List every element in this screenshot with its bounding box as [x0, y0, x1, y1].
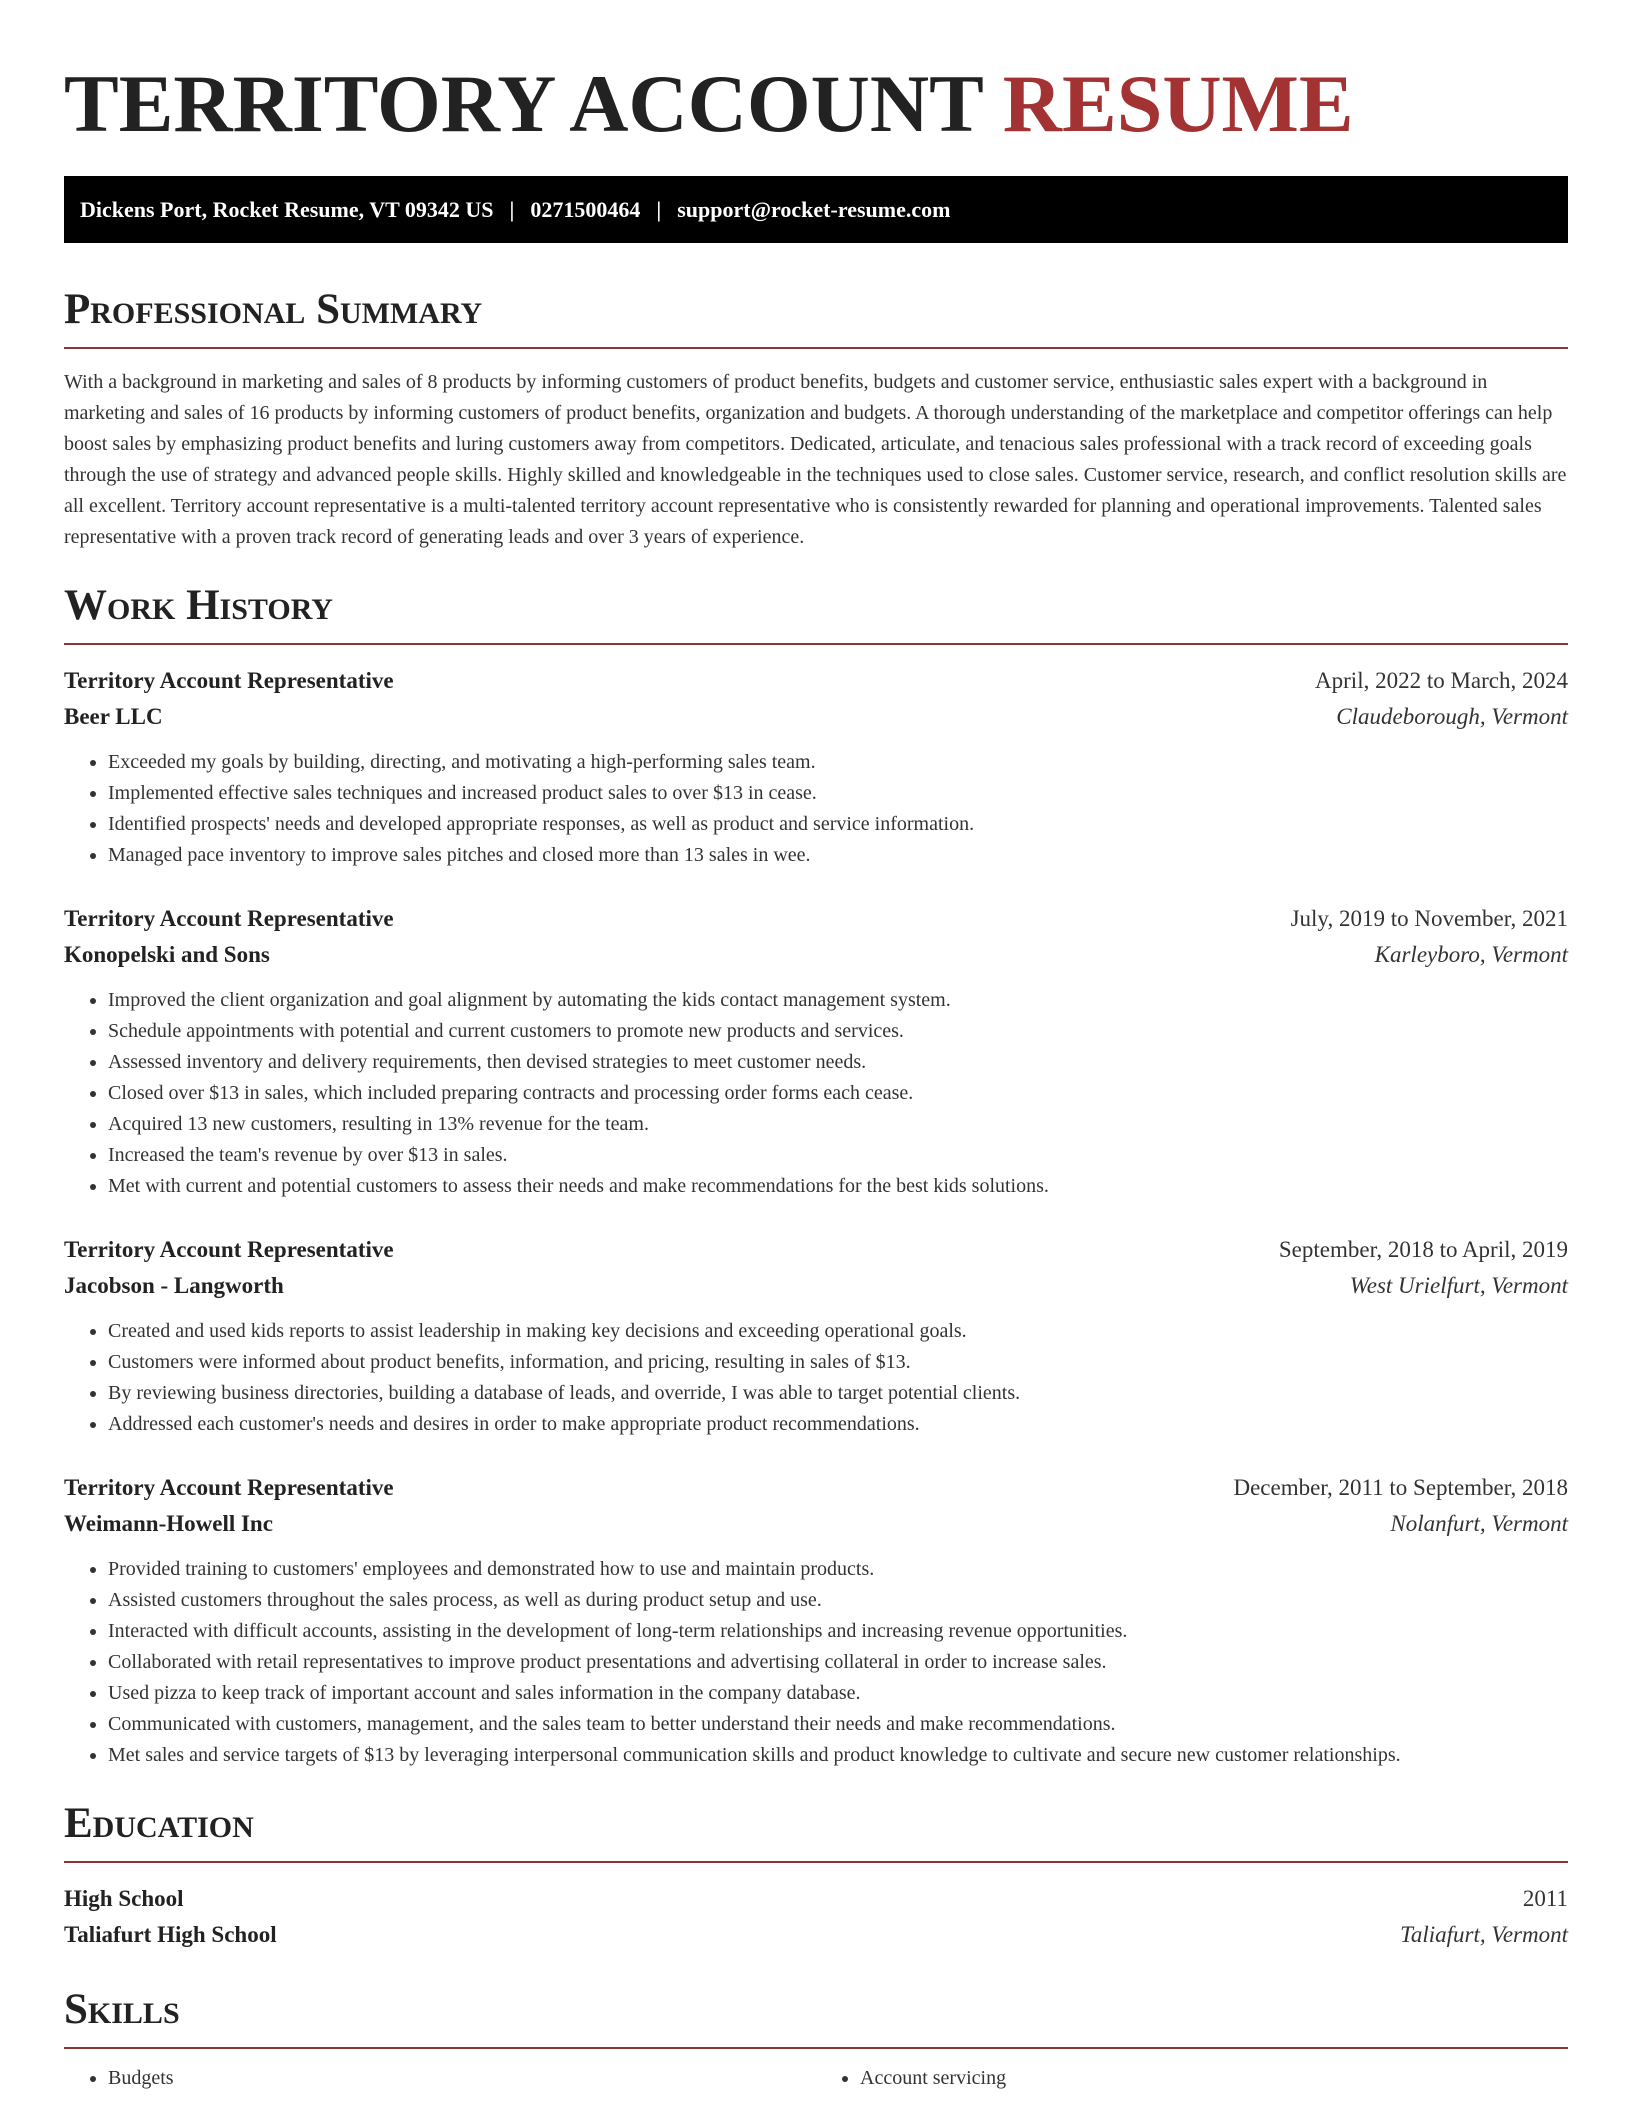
job-bullet: • Managed pace inventory to improve sales pitches and closed more than 13 sales in wee. — [108, 840, 1568, 871]
job-bullets — [64, 1554, 1568, 1771]
skills-grid — [64, 2063, 1568, 2094]
job-title: Territory Account Representative — [64, 1475, 394, 1500]
skills-column-right — [816, 2063, 1568, 2094]
summary-section — [64, 287, 1568, 553]
job-bullet: • Met sales and service targets of $13 by leveraging interpersonal communication skills and product knowledge to cultivate and secure new customer relationships. — [108, 1740, 1568, 1771]
job-bullet: • Addressed each customer's needs and desires in order to make appropriate product recommendations. — [108, 1409, 1568, 1440]
job-company: Beer LLC — [64, 704, 163, 729]
job-company: Konopelski and Sons — [64, 942, 270, 967]
job-entry — [64, 901, 1568, 1202]
title-accent: RESUME — [1002, 58, 1354, 149]
education-section — [64, 1801, 1568, 1953]
section-heading: Skills — [64, 1986, 180, 2033]
section-divider — [64, 2047, 1568, 2049]
contact-address: Dickens Port, Rocket Resume, VT 09342 US — [80, 196, 494, 222]
job-title: Territory Account Representative — [64, 668, 394, 693]
section-heading: Work History — [64, 582, 333, 629]
job-bullet: • Exceeded my goals by building, directing, and motivating a high-performing sales team. — [108, 747, 1568, 778]
job-company: Weimann-Howell Inc — [64, 1511, 273, 1536]
job-bullet: • Provided training to customers' employees and demonstrated how to use and maintain products. — [108, 1554, 1568, 1585]
contact-separator: | — [656, 196, 662, 222]
job-list — [64, 663, 1568, 1771]
section-heading: Professional Summary — [64, 286, 483, 333]
job-bullet: • By reviewing business directories, building a database of leads, and override, I was able to target potential clients. — [108, 1378, 1568, 1409]
job-location: Nolanfurt, Vermont — [1390, 1511, 1568, 1536]
section-divider — [64, 1861, 1568, 1863]
job-location: Karleyboro, Vermont — [1374, 942, 1568, 967]
education-entry — [64, 1881, 1568, 1953]
job-bullets — [64, 747, 1568, 871]
title-main: TERRITORY ACCOUNT — [64, 58, 983, 149]
skill-item: • Budgets — [108, 2063, 816, 2094]
job-bullet: • Assessed inventory and delivery requirements, then devised strategies to meet customer needs. — [108, 1047, 1568, 1078]
job-location: West Urielfurt, Vermont — [1349, 1273, 1568, 1298]
work-history-section — [64, 583, 1568, 1771]
job-bullet: • Implemented effective sales techniques and increased product sales to over $13 in cease. — [108, 778, 1568, 809]
job-bullet: • Increased the team's revenue by over $13 in sales. — [108, 1140, 1568, 1171]
job-bullet: • Identified prospects' needs and developed appropriate responses, as well as product and service information. — [108, 809, 1568, 840]
summary-text: With a background in marketing and sales of 8 products by informing customers of product benefits, budgets and customer service, enthusiastic sales expert with a background in marketing and sales of 16 products by informing customers of product benefits, organization and budgets. A thorough understanding of the marketplace and competitor offerings can help boost sales by emphasizing product benefits and luring customers away from competitors. Dedicated, articulate, and tenacious sales professional with a track record of exceeding goals through the use of strategy and advanced people skills. Highly skilled and knowledgeable in the techniques used to close sales. Customer service, research, and conflict resolution skills are all excellent. Territory account representative is a multi-talented territory account representative who is consistently rewarded for planning and operational improvements. Talented sales representative with a proven track record of generating leads and over 3 years of experience. — [64, 371, 1567, 548]
job-bullet: • Improved the client organization and goal alignment by automating the kids contact management system. — [108, 985, 1568, 1016]
skill-item: • Account servicing — [860, 2063, 1568, 2094]
education-degree: High School — [64, 1886, 184, 1911]
job-bullet: • Customers were informed about product benefits, information, and pricing, resulting in sales of $13. — [108, 1347, 1568, 1378]
job-entry — [64, 663, 1568, 871]
job-dates: July, 2019 to November, 2021 — [1290, 906, 1568, 931]
contact-email[interactable]: support@rocket-resume.com — [677, 196, 951, 222]
job-dates: December, 2011 to September, 2018 — [1233, 1475, 1568, 1500]
job-bullets — [64, 985, 1568, 1202]
job-bullet: • Communicated with customers, management, and the sales team to better understand their needs and make recommendations. — [108, 1709, 1568, 1740]
job-bullet: • Closed over $13 in sales, which included preparing contracts and processing order forms each cease. — [108, 1078, 1568, 1109]
job-dates: April, 2022 to March, 2024 — [1315, 668, 1568, 693]
job-bullet: • Used pizza to keep track of important account and sales information in the company database. — [108, 1678, 1568, 1709]
job-entry — [64, 1470, 1568, 1771]
job-bullet: • Schedule appointments with potential and current customers to promote new products and services. — [108, 1016, 1568, 1047]
section-divider — [64, 347, 1568, 349]
job-bullet: • Assisted customers throughout the sales process, as well as during product setup and use. — [108, 1585, 1568, 1616]
education-year: 2011 — [1522, 1886, 1568, 1911]
job-bullet: • Acquired 13 new customers, resulting in 13% revenue for the team. — [108, 1109, 1568, 1140]
job-title: Territory Account Representative — [64, 1237, 394, 1262]
job-title: Territory Account Representative — [64, 906, 394, 931]
resume-title — [64, 56, 1568, 152]
education-school: Taliafurt High School — [64, 1922, 277, 1947]
section-divider — [64, 643, 1568, 645]
job-location: Claudeborough, Vermont — [1336, 704, 1568, 729]
contact-bar — [64, 176, 1568, 243]
skills-section — [64, 1987, 1568, 2094]
job-bullet: • Collaborated with retail representatives to improve product presentations and advertising collateral in order to increase sales. — [108, 1647, 1568, 1678]
job-company: Jacobson - Langworth — [64, 1273, 284, 1298]
job-bullet: • Created and used kids reports to assist leadership in making key decisions and exceeding operational goals. — [108, 1316, 1568, 1347]
job-dates: September, 2018 to April, 2019 — [1278, 1237, 1568, 1262]
contact-separator: | — [509, 196, 515, 222]
job-entry — [64, 1232, 1568, 1440]
section-heading: Education — [64, 1800, 254, 1847]
job-bullet: • Met with current and potential customers to assess their needs and make recommendations for the best kids solutions. — [108, 1171, 1568, 1202]
job-bullet: • Interacted with difficult accounts, assisting in the development of long-term relationships and increasing revenue opportunities. — [108, 1616, 1568, 1647]
education-location: Taliafurt, Vermont — [1400, 1922, 1568, 1947]
skills-column-left — [64, 2063, 816, 2094]
job-bullets — [64, 1316, 1568, 1440]
contact-phone[interactable]: 0271500464 — [530, 196, 641, 222]
